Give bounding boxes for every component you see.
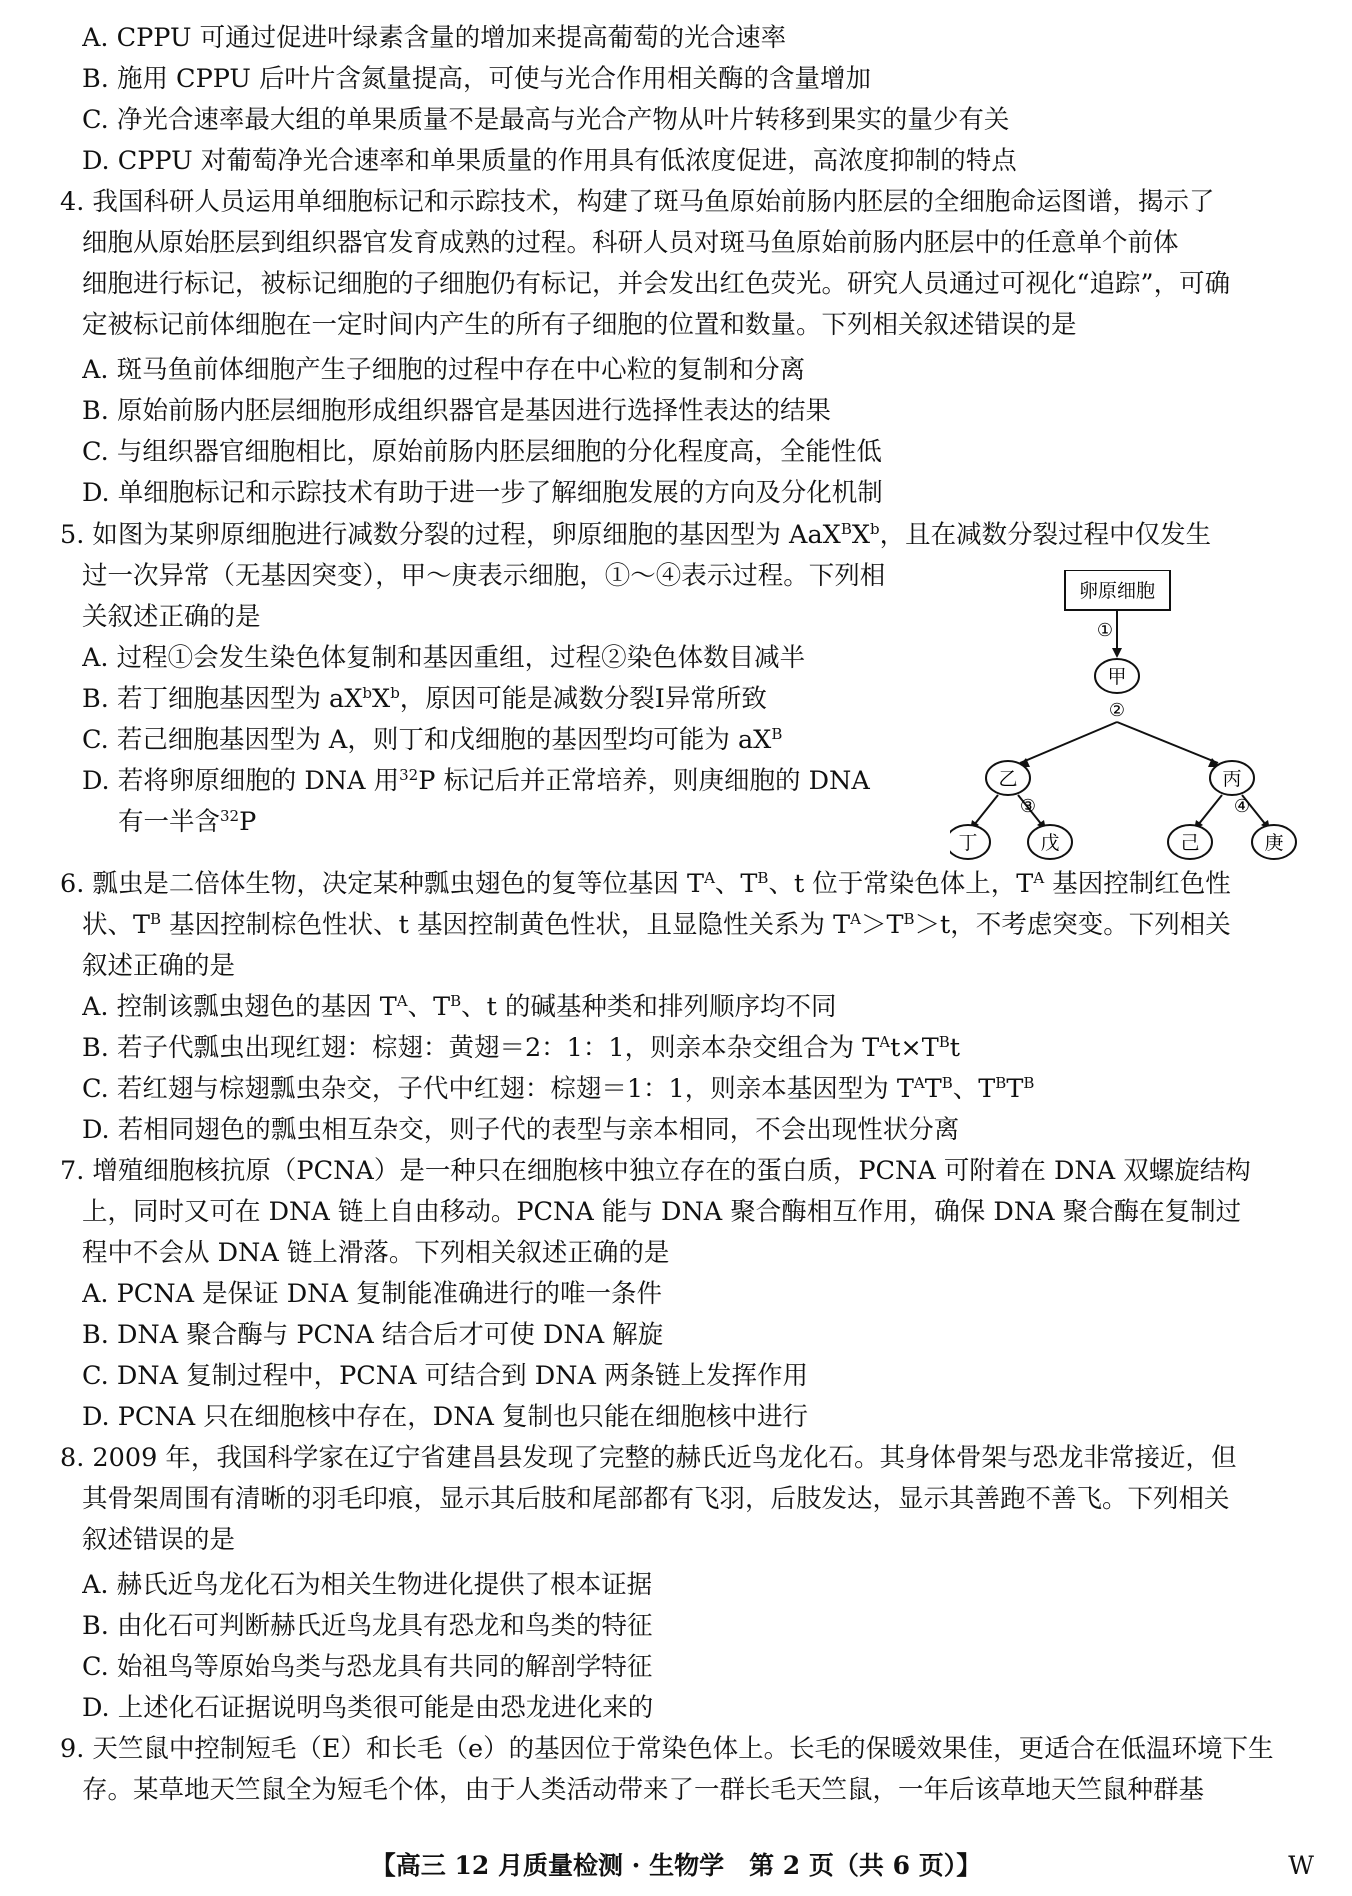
- step1-label: ①: [1096, 620, 1114, 641]
- cell-jia-label: 甲: [1107, 666, 1127, 688]
- q5-option-a: A. 过程①会发生染色体复制和基因重组，过程②染色体数目减半: [82, 643, 806, 673]
- q7-option-d: D. PCNA 只在细胞核中存在，DNA 复制也只能在细胞核中进行: [82, 1402, 809, 1432]
- root-label: 卵原细胞: [1078, 580, 1156, 602]
- q6-stem-line1: 6. 瓢虫是二倍体生物，决定某种瓢虫翅色的复等位基因 $T^A$、$T^B$、t 位于常染色体上，$T^A$ 基因控制红色性: [60, 869, 1231, 899]
- q8-stem-line2: 其骨架周围有清晰的羽毛印痕，显示其后肢和尾部都有飞羽，后肢发达，显示其善跑不善飞。下列相关: [82, 1484, 1230, 1514]
- q3-option-d: D. CPPU 对葡萄净光合速率和单果质量的作用具有低浓度促进，高浓度抑制的特点: [82, 146, 1017, 176]
- q4-option-a: A. 斑马鱼前体细胞产生子细胞的过程中存在中心粒的复制和分离: [82, 355, 806, 385]
- q6-option-c: C. 若红翅与棕翅瓢虫杂交，子代中红翅：棕翅＝1：1，则亲本基因型为 $T^AT^B$、$T^BT^B$: [82, 1074, 1035, 1104]
- step2-label: ②: [1108, 700, 1126, 721]
- q4-option-b: B. 原始前肠内胚层细胞形成组织器官是基因进行选择性表达的结果: [82, 396, 831, 426]
- cell-yi-label: 乙: [998, 768, 1018, 790]
- cell-ji-label: 己: [1180, 832, 1200, 854]
- q4-option-c: C. 与组织器官细胞相比，原始前肠内胚层细胞的分化程度高，全能性低: [82, 437, 882, 467]
- q7-stem-line1: 7. 增殖细胞核抗原（PCNA）是一种只在细胞核中独立存在的蛋白质，PCNA 可附着在 DNA 双螺旋结构: [60, 1156, 1251, 1186]
- q5-option-c: C. 若己细胞基因型为 A，则丁和戊细胞的基因型均可能为 $aX^B$: [82, 725, 783, 755]
- cell-wu-label: 戊: [1040, 832, 1060, 854]
- q8-option-d: D. 上述化石证据说明鸟类很可能是由恐龙进化来的: [82, 1693, 654, 1723]
- q6-option-a: A. 控制该瓢虫翅色的基因 $T^A$、$T^B$、t 的碱基种类和排列顺序均不同: [82, 992, 837, 1022]
- q8-option-a: A. 赫氏近鸟龙化石为相关生物进化提供了根本证据: [82, 1570, 653, 1600]
- q4-stem-line2: 细胞从原始胚层到组织器官发育成熟的过程。科研人员对斑马鱼原始前肠内胚层中的任意单个前体: [82, 228, 1179, 258]
- q8-stem-line1: 8. 2009 年，我国科学家在辽宁省建昌县发现了完整的赫氏近鸟龙化石。其身体骨架与恐龙非常接近，但: [60, 1443, 1237, 1473]
- emphasis-wrong: 错误: [133, 1520, 184, 1561]
- q4-stem-line3: 细胞进行标记，被标记细胞的子细胞仍有标记，并会发出红色荧光。研究人员通过可视化“追踪”，可确: [82, 269, 1231, 299]
- q3-option-c: C. 净光合速率最大组的单果质量不是最高与光合产物从叶片转移到果实的量少有关: [82, 105, 1010, 135]
- step3-label: ③: [1019, 796, 1037, 817]
- q9-stem-line2: 存。某草地天竺鼠全为短毛个体，由于人类活动带来了一群长毛天竺鼠，一年后该草地天竺鼠种群基: [82, 1775, 1205, 1805]
- q6-stem-line3: 叙述正确的是: [82, 951, 236, 981]
- q6-option-d: D. 若相同翅色的瓢虫相互杂交，则子代的表型与亲本相同，不会出现性状分离: [82, 1115, 960, 1145]
- q7-option-b: B. DNA 聚合酶与 PCNA 结合后才可使 DNA 解旋: [82, 1320, 664, 1350]
- q8-option-b: B. 由化石可判断赫氏近鸟龙具有恐龙和鸟类的特征: [82, 1611, 653, 1641]
- emphasis-wrong: 错误: [975, 305, 1026, 346]
- cell-geng-label: 庚: [1264, 832, 1284, 854]
- q5-stem-line2: 过一次异常（无基因突变），甲～庚表示细胞，①～④表示过程。下列相: [82, 561, 886, 591]
- q3-option-b: B. 施用 CPPU 后叶片含氮量提高，可使与光合作用相关酶的含量增加: [82, 64, 872, 94]
- q5-option-d: D. 若将卵原细胞的 DNA 用$^{32}$P 标记后并正常培养，则庚细胞的 DNA: [82, 766, 870, 796]
- q8-stem-line3: 叙述错误的是: [82, 1520, 1320, 1561]
- q5-stem-line3: 关叙述正确的是: [82, 602, 261, 632]
- q5-stem-line1: 5. 如图为某卵原细胞进行减数分裂的过程，卵原细胞的基因型为 $AaX^BX^b$，且在减数分裂过程中仅发生: [60, 520, 1212, 550]
- q7-option-a: A. PCNA 是保证 DNA 复制能准确进行的唯一条件: [82, 1279, 663, 1309]
- q6-stem-line2: 状、$T^B$ 基因控制棕色性状、t 基因控制黄色性状，且显隐性关系为 $T^A>T^B>t$，不考虑突变。下列相关: [82, 910, 1231, 940]
- q3-option-a: A. CPPU 可通过促进叶绿素含量的增加来提高葡萄的光合速率: [82, 23, 787, 53]
- q9-stem-line1: 9. 天竺鼠中控制短毛（E）和长毛（e）的基因位于常染色体上。长毛的保暖效果佳，更适合在低温环境下生: [60, 1734, 1274, 1764]
- q4-stem-line4: 定被标记前体细胞在一定时间内产生的所有子细胞的位置和数量。下列相关叙述错误的是: [82, 305, 1320, 346]
- cell-bing-label: 丙: [1222, 768, 1242, 790]
- q6-option-b: B. 若子代瓢虫出现红翅：棕翅：黄翅＝2：1：1，则亲本杂交组合为 $T^At\times T^Bt$: [82, 1033, 960, 1063]
- q4-stem-line1: 4. 我国科研人员运用单细胞标记和示踪技术，构建了斑马鱼原始前肠内胚层的全细胞命运图谱，揭示了: [60, 187, 1215, 217]
- cell-ding-label: 丁: [958, 832, 978, 854]
- footer-mark: W: [1288, 1851, 1314, 1880]
- q7-stem-line2: 上，同时又可在 DNA 链上自由移动。PCNA 能与 DNA 聚合酶相互作用，确保 DNA 聚合酶在复制过: [82, 1197, 1242, 1227]
- q4-option-d: D. 单细胞标记和示踪技术有助于进一步了解细胞发展的方向及分化机制: [82, 478, 883, 508]
- step4-label: ④: [1233, 796, 1251, 817]
- q5-option-d-cont: 有一半含$^{32}$P: [118, 807, 257, 837]
- q8-option-c: C. 始祖鸟等原始鸟类与恐龙具有共同的解剖学特征: [82, 1652, 653, 1682]
- meiosis-diagram: [950, 570, 1325, 860]
- page-footer: 【高三 12 月质量检测 · 生物学 第 2 页（共 6 页）】: [370, 1851, 982, 1880]
- q7-option-c: C. DNA 复制过程中，PCNA 可结合到 DNA 两条链上发挥作用: [82, 1361, 808, 1391]
- q7-stem-line3: 程中不会从 DNA 链上滑落。下列相关叙述正确的是: [82, 1238, 670, 1268]
- q5-option-b: B. 若丁细胞基因型为 $aX^bX^b$，原因可能是减数分裂Ⅰ异常所致: [82, 684, 767, 714]
